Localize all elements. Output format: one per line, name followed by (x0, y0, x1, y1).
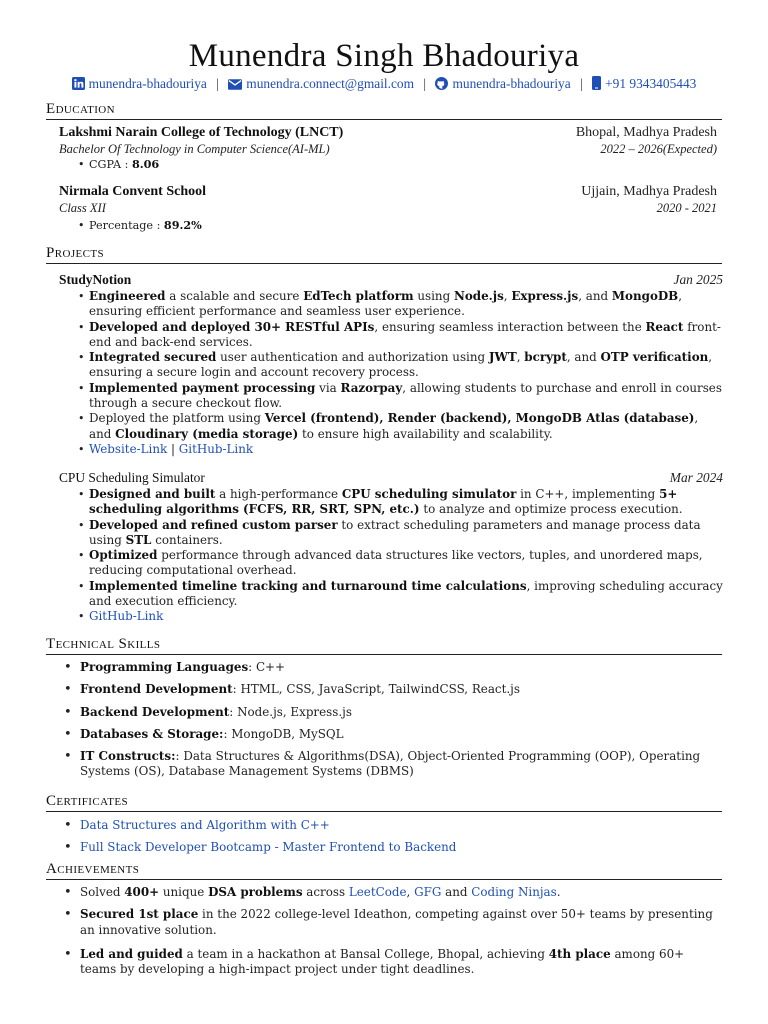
degree: Class XII (59, 201, 106, 215)
github-icon (435, 77, 448, 90)
education-entry (59, 184, 717, 234)
project-title: CPU Scheduling Simulator (59, 470, 205, 485)
school-name: Nirmala Convent School (59, 184, 206, 199)
certificate-link[interactable]: Full Stack Developer Bootcamp - Master Frontend to Backend (80, 840, 457, 855)
degree: Bachelor Of Technology in Computer Science(AI-ML) (59, 142, 330, 156)
candidate-name: Munendra Singh Bhadouriya (188, 38, 580, 74)
achievement-item: • Secured 1st place in the 2022 college-level Ideathon, competing against over 50+ teams by presenting an innovative solution. (60, 907, 720, 938)
project-entry (59, 470, 723, 625)
achievements-list (60, 885, 720, 984)
phone-link[interactable] (592, 76, 696, 91)
certificate-item (60, 818, 720, 833)
project-bullet: • Designed and built a high-performance CPU scheduling simulator in C++, implementing 5+ scheduling algorithms (FCFS, RR, SRT, SPN, etc.) to analyze and optimize process execution. (59, 487, 723, 518)
skills-list (60, 660, 720, 787)
project-bullet: • Implemented timeline tracking and turnaround time calculations, improving scheduling accuracy and execution efficiency. (59, 579, 723, 610)
section-heading-projects: Projects (46, 245, 722, 264)
project-bullet: • Engineered a scalable and secure EdTech platform using Node.js, Express.js, and MongoDB, ensuring efficient performance and seamless user experience. (59, 289, 723, 320)
linkedin-text: munendra-bhadouriya (88, 76, 207, 91)
linkedin-icon (72, 77, 85, 90)
email-text: munendra.connect@gmail.com (246, 76, 415, 91)
project-links: • Website-Link | GitHub-Link (59, 442, 723, 457)
leetcode-link[interactable]: LeetCode (348, 885, 407, 899)
separator: | (423, 76, 427, 91)
education-detail: • Percentage : 89.2% (59, 218, 717, 234)
skill-item: • IT Constructs:: Data Structures & Algorithms(DSA), Object-Oriented Programming (OOP), Operating Systems (OS), Database Management Systems (DBMS) (60, 749, 720, 780)
education-detail: • CGPA : 8.06 (59, 157, 717, 173)
project-bullet: • Integrated secured user authentication and authorization using JWT, bcrypt, and OTP verification, ensuring a secure login and account recovery process. (59, 350, 723, 381)
education-dates: 2022 – 2026(Expected) (600, 142, 717, 156)
project-date: Jan 2025 (673, 272, 723, 287)
project-entry (59, 272, 723, 457)
certificate-item (60, 840, 720, 855)
certificate-link[interactable]: Data Structures and Algorithm with C++ (80, 818, 330, 832)
separator: | (580, 76, 583, 91)
phone-text: +91 9343405443 (605, 76, 697, 91)
project-bullet: • Developed and refined custom parser to extract scheduling parameters and manage process data using STL containers. (59, 518, 723, 549)
achievement-item: • Solved 400+ unique DSA problems across LeetCode, GFG and Coding Ninjas. (60, 885, 720, 900)
github-text: munendra-bhadouriya (452, 76, 571, 91)
website-link[interactable]: Website-Link (89, 441, 168, 456)
project-bullet: • Implemented payment processing via Razorpay, allowing students to purchase and enroll in courses through a secure checkout flow. (59, 381, 723, 412)
skill-item: • Frontend Development: HTML, CSS, JavaScript, TailwindCSS, React.js (60, 682, 720, 697)
linkedin-link[interactable] (72, 76, 211, 91)
school-location: Bhopal, Madhya Pradesh (575, 125, 717, 140)
envelope-icon (228, 79, 242, 90)
phone-icon (592, 76, 601, 90)
project-title: StudyNotion (59, 272, 132, 287)
separator: | (216, 76, 219, 91)
project-bullet: • Optimized performance through advanced data structures like vectors, tuples, and unordered maps, reducing computational overhead. (59, 548, 723, 579)
project-bullet: • Deployed the platform using Vercel (frontend), Render (backend), MongoDB Atlas (database), and Cloudinary (media storage) to ensure high availability and scalability. (59, 411, 723, 442)
section-heading-achievements: Achievements (46, 861, 722, 880)
codingninjas-link[interactable]: Coding Ninjas (471, 885, 557, 899)
skill-item: • Databases & Storage:: MongoDB, MySQL (60, 727, 720, 742)
section-heading-education: Education (46, 101, 722, 120)
project-date: Mar 2024 (669, 470, 723, 485)
project-links (59, 609, 723, 624)
github-link[interactable]: GitHub-Link (89, 609, 164, 624)
gfg-link[interactable]: GFG (414, 885, 442, 899)
achievement-item: • Led and guided a team in a hackathon at Bansal College, Bhopal, achieving 4th place among 60+ teams by developing a high-impact project under tight deadlines. (60, 947, 720, 978)
skill-item: • Backend Development: Node.js, Express.js (60, 705, 720, 720)
contact-bar (0, 76, 768, 92)
education-dates: 2020 - 2021 (656, 201, 717, 215)
section-heading-skills: Technical Skills (46, 636, 722, 655)
github-link[interactable] (435, 76, 574, 91)
github-link[interactable]: GitHub-Link (178, 441, 254, 456)
certificates-list (60, 818, 720, 863)
school-name: Lakshmi Narain College of Technology (LNCT) (59, 125, 344, 140)
school-location: Ujjain, Madhya Pradesh (581, 184, 717, 199)
education-entry (59, 125, 717, 173)
project-bullet: • Developed and deployed 30+ RESTful APIs, ensuring seamless interaction between the React front-end and back-end services. (59, 320, 723, 351)
section-heading-certificates: Certificates (46, 793, 722, 812)
skill-item: • Programming Languages: C++ (60, 660, 720, 675)
email-link[interactable] (228, 76, 417, 91)
